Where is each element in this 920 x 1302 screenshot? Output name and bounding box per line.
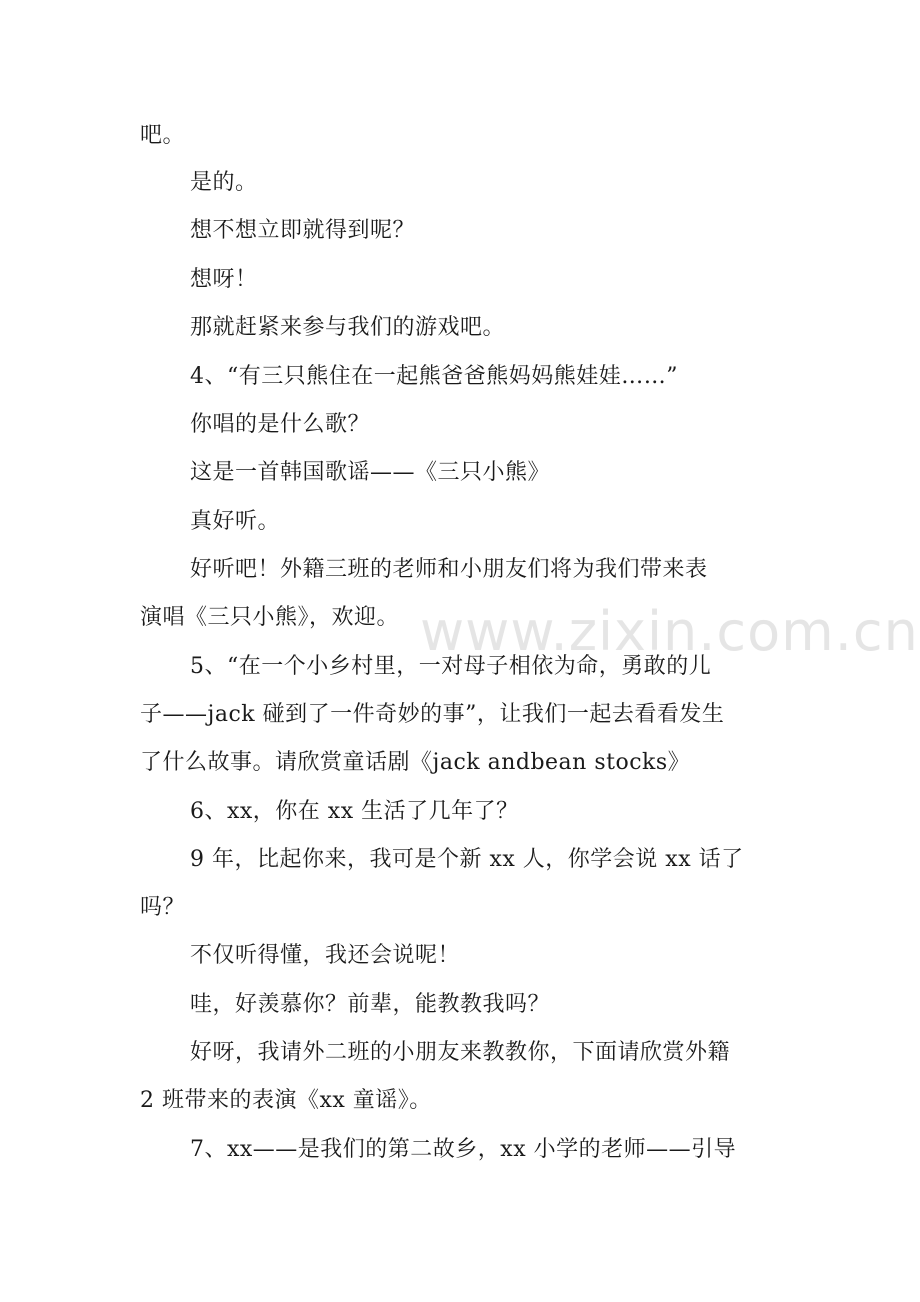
text-line: 6、xx，你在 xx 生活了几年了？ — [190, 799, 519, 824]
text-line: 9 年，比起你来，我可是个新 xx 人，你学会说 xx 话了 — [190, 847, 744, 872]
text-line: 演唱《三只小熊》，欢迎。 — [140, 605, 400, 630]
text-line: 2 班带来的表演《xx 童谣》。 — [140, 1088, 432, 1113]
text-line: 是的。 — [190, 170, 258, 195]
text-line: 那就赶紧来参与我们的游戏吧。 — [190, 315, 506, 340]
text-line: 好听吧！外籍三班的老师和小朋友们将为我们带来表 — [190, 557, 708, 582]
text-line: 好呀，我请外二班的小朋友来教教你，下面请欣赏外籍 — [190, 1040, 731, 1065]
text-line: 想不想立即就得到呢？ — [190, 218, 416, 243]
text-line: 子——jack 碰到了一件奇妙的事”，让我们一起去看看发生 — [140, 702, 725, 727]
text-line: 了什么故事。请欣赏童话剧《jack andbean stocks》 — [140, 750, 691, 775]
text-line: 吧。 — [140, 123, 186, 148]
text-line: 吗？ — [140, 895, 186, 920]
watermark: www.zixin.com.cn — [420, 600, 919, 663]
text-line: 不仅听得懂，我还会说呢！ — [190, 943, 461, 968]
text-line: 你唱的是什么歌？ — [190, 412, 371, 437]
text-line: 7、xx——是我们的第二故乡，xx 小学的老师——引导 — [190, 1137, 737, 1162]
text-line: 想呀！ — [190, 267, 258, 292]
text-line: 真好听。 — [190, 509, 281, 534]
text-line: 这是一首韩国歌谣——《三只小熊》 — [190, 460, 551, 485]
text-line: 4、“有三只熊住在一起熊爸爸熊妈妈熊娃娃……” — [190, 364, 678, 389]
text-line: 哇，好羡慕你？前辈，能教教我吗？ — [190, 992, 551, 1017]
text-line: 5、“在一个小乡村里，一对母子相依为命，勇敢的儿 — [190, 654, 712, 679]
